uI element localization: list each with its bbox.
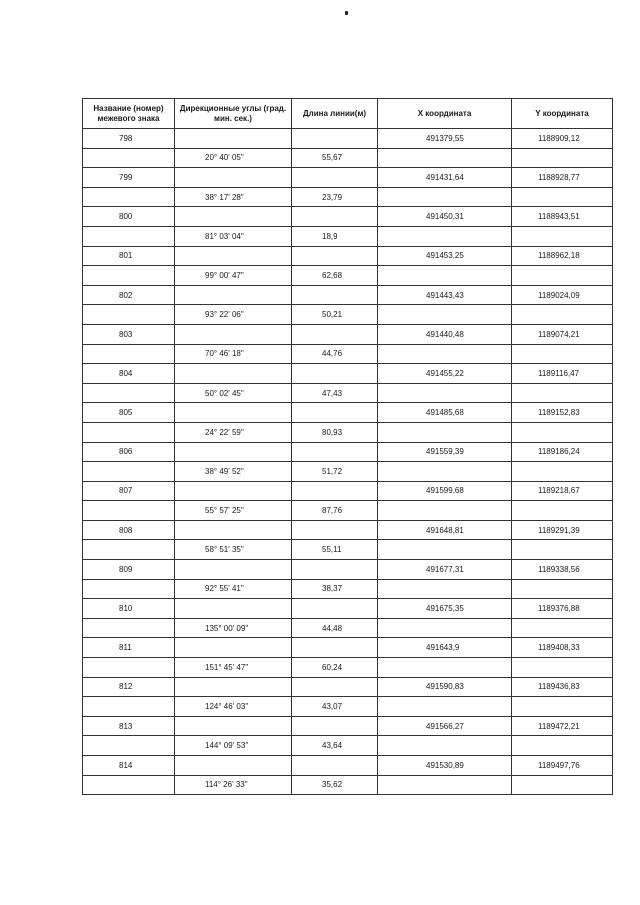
y-coordinate-cell: 1188909,12: [512, 129, 613, 149]
length-cell: [292, 246, 378, 266]
y-coordinate-cell: 1189338,56: [512, 560, 613, 580]
length-cell: [292, 364, 378, 384]
table-body: [83, 129, 613, 795]
x-coordinate-cell: 491566,27: [378, 716, 512, 736]
point-name-cell: 799: [83, 168, 175, 188]
table-row-point: [83, 403, 613, 423]
y-coordinate-cell: 1189152,83: [512, 403, 613, 423]
length-cell: 43,64: [292, 736, 378, 756]
angle-cell: [175, 716, 292, 736]
table-row-segment: [83, 344, 613, 364]
y-coordinate-cell: [512, 658, 613, 678]
x-coordinate-cell: [378, 579, 512, 599]
point-name-cell: [83, 501, 175, 521]
point-name-cell: [83, 344, 175, 364]
y-coordinate-cell: 1189472,21: [512, 716, 613, 736]
point-name-cell: [83, 266, 175, 286]
angle-cell: 92° 55' 41": [175, 579, 292, 599]
point-name-cell: [83, 540, 175, 560]
angle-cell: [175, 168, 292, 188]
angle-cell: [175, 129, 292, 149]
x-coordinate-cell: [378, 305, 512, 325]
point-name-cell: 813: [83, 716, 175, 736]
angle-cell: [175, 285, 292, 305]
table-row-point: [83, 599, 613, 619]
x-coordinate-cell: 491379,55: [378, 129, 512, 149]
length-cell: 80,93: [292, 422, 378, 442]
point-name-cell: [83, 618, 175, 638]
length-cell: 87,76: [292, 501, 378, 521]
x-coordinate-cell: 491440,48: [378, 324, 512, 344]
length-cell: [292, 677, 378, 697]
point-name-cell: 807: [83, 481, 175, 501]
x-coordinate-cell: 491675,35: [378, 599, 512, 619]
length-cell: [292, 520, 378, 540]
point-name-cell: [83, 187, 175, 207]
table-row-point: [83, 716, 613, 736]
x-coordinate-cell: 491677,31: [378, 560, 512, 580]
angle-cell: [175, 324, 292, 344]
angle-cell: 55° 57' 25": [175, 501, 292, 521]
y-coordinate-cell: [512, 618, 613, 638]
table-row-point: [83, 246, 613, 266]
x-coordinate-cell: [378, 540, 512, 560]
point-name-cell: 804: [83, 364, 175, 384]
y-coordinate-cell: [512, 422, 613, 442]
table-row-segment: [83, 148, 613, 168]
x-coordinate-cell: 491530,89: [378, 756, 512, 776]
length-cell: 51,72: [292, 462, 378, 482]
point-name-cell: [83, 383, 175, 403]
length-cell: 62,68: [292, 266, 378, 286]
x-coordinate-cell: 491431,64: [378, 168, 512, 188]
angle-cell: 20° 40' 05": [175, 148, 292, 168]
length-cell: [292, 638, 378, 658]
point-name-cell: [83, 697, 175, 717]
y-coordinate-cell: [512, 344, 613, 364]
point-name-cell: [83, 305, 175, 325]
y-coordinate-cell: [512, 501, 613, 521]
length-cell: 43,07: [292, 697, 378, 717]
table-row-segment: [83, 187, 613, 207]
length-cell: 23,79: [292, 187, 378, 207]
table-row-segment: [83, 305, 613, 325]
y-coordinate-cell: [512, 383, 613, 403]
x-coordinate-cell: 491485,68: [378, 403, 512, 423]
point-name-cell: 798: [83, 129, 175, 149]
x-coordinate-cell: [378, 266, 512, 286]
length-cell: [292, 481, 378, 501]
y-coordinate-cell: 1189291,39: [512, 520, 613, 540]
length-cell: [292, 207, 378, 227]
angle-cell: 114° 26' 33": [175, 775, 292, 795]
point-name-cell: 809: [83, 560, 175, 580]
table-row-segment: [83, 736, 613, 756]
angle-cell: 93° 22' 06": [175, 305, 292, 325]
table-row-segment: [83, 501, 613, 521]
table-row-segment: [83, 226, 613, 246]
angle-cell: [175, 560, 292, 580]
point-name-cell: 808: [83, 520, 175, 540]
length-cell: 47,43: [292, 383, 378, 403]
header-name: Название (номер) межевого знака: [83, 99, 175, 129]
table-row-segment: [83, 579, 613, 599]
x-coordinate-cell: 491455,22: [378, 364, 512, 384]
table-row-point: [83, 129, 613, 149]
length-cell: [292, 285, 378, 305]
y-coordinate-cell: 1189116,47: [512, 364, 613, 384]
header-length: Длина линии(м): [292, 99, 378, 129]
length-cell: 18,9: [292, 226, 378, 246]
y-coordinate-cell: 1188962,18: [512, 246, 613, 266]
table-header-row: [83, 99, 613, 129]
y-coordinate-cell: [512, 775, 613, 795]
point-name-cell: 800: [83, 207, 175, 227]
point-name-cell: [83, 736, 175, 756]
angle-cell: 70° 46' 18": [175, 344, 292, 364]
point-name-cell: [83, 226, 175, 246]
y-coordinate-cell: 1188928,77: [512, 168, 613, 188]
table-row-segment: [83, 697, 613, 717]
y-coordinate-cell: 1189186,24: [512, 442, 613, 462]
point-name-cell: [83, 579, 175, 599]
x-coordinate-cell: [378, 618, 512, 638]
length-cell: [292, 599, 378, 619]
table-row-segment: [83, 540, 613, 560]
table-row-point: [83, 168, 613, 188]
y-coordinate-cell: 1189376,88: [512, 599, 613, 619]
point-name-cell: [83, 422, 175, 442]
angle-cell: [175, 403, 292, 423]
length-cell: [292, 324, 378, 344]
table-row-segment: [83, 775, 613, 795]
angle-cell: [175, 677, 292, 697]
table-row-point: [83, 756, 613, 776]
y-coordinate-cell: [512, 697, 613, 717]
x-coordinate-cell: 491643,9: [378, 638, 512, 658]
length-cell: 35,62: [292, 775, 378, 795]
angle-cell: 124° 46' 03": [175, 697, 292, 717]
y-coordinate-cell: 1189074,21: [512, 324, 613, 344]
table-row-point: [83, 638, 613, 658]
angle-cell: 135° 00' 09": [175, 618, 292, 638]
angle-cell: [175, 599, 292, 619]
length-cell: 60,24: [292, 658, 378, 678]
y-coordinate-cell: 1189497,76: [512, 756, 613, 776]
y-coordinate-cell: [512, 736, 613, 756]
x-coordinate-cell: [378, 344, 512, 364]
x-coordinate-cell: [378, 422, 512, 442]
length-cell: 44,48: [292, 618, 378, 638]
x-coordinate-cell: [378, 697, 512, 717]
table-row-segment: [83, 383, 613, 403]
y-coordinate-cell: [512, 305, 613, 325]
angle-cell: [175, 520, 292, 540]
x-coordinate-cell: 491648,81: [378, 520, 512, 540]
scan-speck: [345, 11, 348, 15]
point-name-cell: [83, 658, 175, 678]
table-row-point: [83, 560, 613, 580]
angle-cell: [175, 246, 292, 266]
angle-cell: 151° 45' 47": [175, 658, 292, 678]
x-coordinate-cell: [378, 462, 512, 482]
coordinates-table: [82, 98, 613, 795]
angle-cell: 24° 22' 59": [175, 422, 292, 442]
table-row-segment: [83, 462, 613, 482]
length-cell: [292, 716, 378, 736]
length-cell: 38,37: [292, 579, 378, 599]
y-coordinate-cell: [512, 226, 613, 246]
y-coordinate-cell: [512, 148, 613, 168]
length-cell: 44,76: [292, 344, 378, 364]
angle-cell: 81° 03' 04": [175, 226, 292, 246]
x-coordinate-cell: 491450,31: [378, 207, 512, 227]
length-cell: 50,21: [292, 305, 378, 325]
table-row-segment: [83, 618, 613, 638]
header-angle: Дирекционные углы (град. мин. сек.): [175, 99, 292, 129]
angle-cell: [175, 638, 292, 658]
point-name-cell: [83, 462, 175, 482]
length-cell: [292, 129, 378, 149]
length-cell: 55,67: [292, 148, 378, 168]
table-row-point: [83, 364, 613, 384]
angle-cell: 58° 51' 35": [175, 540, 292, 560]
table-row-point: [83, 324, 613, 344]
point-name-cell: 803: [83, 324, 175, 344]
y-coordinate-cell: 1189024,09: [512, 285, 613, 305]
y-coordinate-cell: [512, 462, 613, 482]
y-coordinate-cell: 1188943,51: [512, 207, 613, 227]
x-coordinate-cell: [378, 383, 512, 403]
angle-cell: [175, 207, 292, 227]
point-name-cell: 812: [83, 677, 175, 697]
x-coordinate-cell: [378, 187, 512, 207]
x-coordinate-cell: 491559,39: [378, 442, 512, 462]
angle-cell: [175, 364, 292, 384]
y-coordinate-cell: 1189408,33: [512, 638, 613, 658]
x-coordinate-cell: [378, 658, 512, 678]
length-cell: [292, 442, 378, 462]
x-coordinate-cell: 491590,83: [378, 677, 512, 697]
x-coordinate-cell: [378, 775, 512, 795]
angle-cell: 50° 02' 45": [175, 383, 292, 403]
table-row-segment: [83, 422, 613, 442]
point-name-cell: 810: [83, 599, 175, 619]
angle-cell: 144° 09' 53": [175, 736, 292, 756]
point-name-cell: [83, 775, 175, 795]
table-row-point: [83, 520, 613, 540]
length-cell: 55,11: [292, 540, 378, 560]
length-cell: [292, 168, 378, 188]
header-x: X координата: [378, 99, 512, 129]
point-name-cell: [83, 148, 175, 168]
angle-cell: 38° 17' 28": [175, 187, 292, 207]
point-name-cell: 802: [83, 285, 175, 305]
angle-cell: [175, 756, 292, 776]
angle-cell: [175, 481, 292, 501]
table-row-segment: [83, 266, 613, 286]
angle-cell: 38° 49' 52": [175, 462, 292, 482]
point-name-cell: 801: [83, 246, 175, 266]
y-coordinate-cell: 1189436,83: [512, 677, 613, 697]
angle-cell: [175, 442, 292, 462]
x-coordinate-cell: [378, 226, 512, 246]
point-name-cell: 805: [83, 403, 175, 423]
header-y: Y координата: [512, 99, 613, 129]
y-coordinate-cell: [512, 540, 613, 560]
y-coordinate-cell: [512, 266, 613, 286]
table-row-point: [83, 207, 613, 227]
angle-cell: 99° 00' 47": [175, 266, 292, 286]
x-coordinate-cell: 491599,68: [378, 481, 512, 501]
y-coordinate-cell: 1189218,67: [512, 481, 613, 501]
x-coordinate-cell: [378, 736, 512, 756]
point-name-cell: 806: [83, 442, 175, 462]
x-coordinate-cell: [378, 148, 512, 168]
length-cell: [292, 403, 378, 423]
y-coordinate-cell: [512, 579, 613, 599]
table-row-segment: [83, 658, 613, 678]
x-coordinate-cell: [378, 501, 512, 521]
point-name-cell: 811: [83, 638, 175, 658]
x-coordinate-cell: 491443,43: [378, 285, 512, 305]
point-name-cell: 814: [83, 756, 175, 776]
table-row-point: [83, 442, 613, 462]
length-cell: [292, 560, 378, 580]
table-row-point: [83, 677, 613, 697]
y-coordinate-cell: [512, 187, 613, 207]
x-coordinate-cell: 491453,25: [378, 246, 512, 266]
table-row-point: [83, 481, 613, 501]
table-row-point: [83, 285, 613, 305]
length-cell: [292, 756, 378, 776]
